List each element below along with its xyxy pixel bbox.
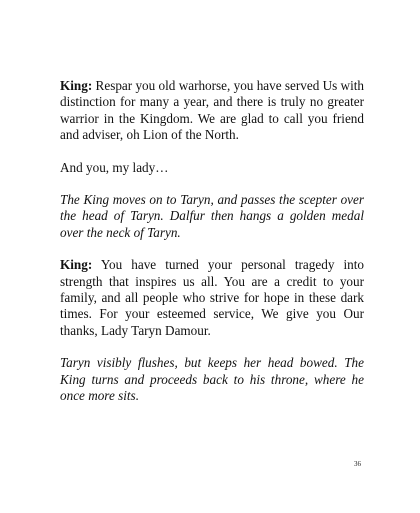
stage-direction-text: Taryn visibly flushes, but keeps her head bowed. The King turns and proceeds back to his throne, where he once more sits.: [60, 355, 364, 404]
dialogue-line: And you, my lady…: [60, 159, 169, 175]
stage-direction: [60, 355, 364, 404]
stage-direction-text: The King moves on to Taryn, and passes the scepter over the head of Taryn. Dalfur then hangs a golden medal over the neck of Taryn.: [60, 192, 364, 240]
dialogue-paragraph: [60, 257, 364, 339]
plain-paragraph: [60, 160, 364, 176]
dialogue-line: You have turned your personal tragedy into strength that inspires us all. You are a credit to your family, and all people who strive for hope in these dark times. For your esteemed service, We give you Our thanks, Lady Taryn Damour.: [60, 257, 364, 338]
speaker-name: King:: [60, 257, 93, 273]
page-number: 36: [354, 460, 361, 468]
dialogue-paragraph: [60, 78, 364, 144]
speaker-name: King:: [60, 78, 93, 93]
dialogue-line: Respar you old warhorse, you have served Us with distinction for many a year, and there is truly no greater warrior in the Kingdom. We are glad to call you friend and adviser, oh Lion of the North.: [60, 78, 364, 143]
script-page: [60, 78, 364, 405]
stage-direction: [60, 192, 364, 241]
